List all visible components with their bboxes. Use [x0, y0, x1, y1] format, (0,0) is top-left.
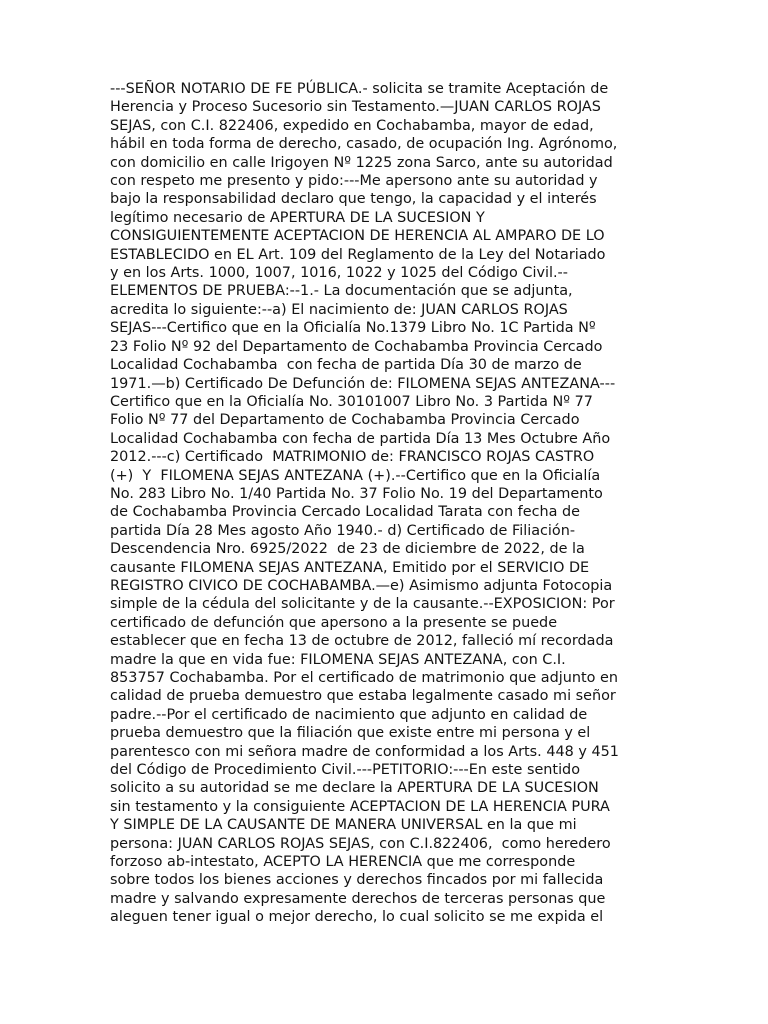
document-body-text: ---SEÑOR NOTARIO DE FE PÚBLICA.- solicita se tramite Aceptación de Herencia y Proceso Sucesorio sin Testamento.—JUAN CARLOS ROJAS SEJAS, con C.I. 822406, expedido en Cochabamba, mayor de edad, hábil en toda forma de derecho, casado, de ocupación Ing. Agrónomo, con domicilio en calle Irigoyen Nº 1225 zona Sarco, ante su autoridad con respeto me presento y pido:---Me apersono ante su autoridad y bajo la responsabilidad declaro que tengo, la capacidad y el interés legítimo necesario de APERTURA DE LA SUCESION Y CONSIGUIENTEMENTE ACEPTACION DE HERENCIA AL AMPARO DE LO ESTABLECIDO en EL Art. 109 del Reglamento de la Ley del Notariado y en los Arts. 1000, 1007, 1016, 1022 y 1025 del Código Civil.-- ELEMENTOS DE PRUEBA:--1.- La documentación que se adjunta, acredita lo siguiente:--a) El nacimiento de: JUAN CARLOS ROJAS SEJAS---Certifico que en la Oficialía No.1379 Libro No. 1C Partida Nº 23 Folio Nº 92 del Departamento de Cochabamba Provincia Cercado Localidad Cochabamba con fecha de partida Día 30 de marzo de 1971.—b) Certificado De Defunción de: FILOMENA SEJAS ANTEZANA--- Certifico que en la Oficialía No. 30101007 Libro No. 3 Partida Nº 77 Folio Nº 77 del Departamento de Cochabamba Provincia Cercado Localidad Cochabamba con fecha de partida Día 13 Mes Octubre Año 2012.---c) Certificado MATRIMONIO de: FRANCISCO ROJAS CASTRO (+) Y FILOMENA SEJAS ANTEZANA (+).--Certifico que en la Oficialía No. 283 Libro No. 1/40 Partida No. 37 Folio No. 19 del Departamento de Cochabamba Provincia Cercado Localidad Tarata con fecha de partida Día 28 Mes agosto Año 1940.- d) Certificado de Filiación- Descendencia Nro. 6925/2022 de 23 de diciembre de 2022, de la causante FILOMENA SEJAS ANTEZANA, Emitido por el SERVICIO DE REGISTRO CIVICO DE COCHABAMBA.—e) Asimismo adjunta Fotocopia simple de la cédula del solicitante y de la causante.--EXPOSICION: Por certificado de defunción que apersono a la presente se puede establecer que en fecha 13 de octubre de 2012, falleció mí recordada madre la que en vida fue: FILOMENA SEJAS ANTEZANA, con C.I. 853757 Cochabamba. Por el certificado de matrimonio que adjunto en calidad de prueba demuestro que estaba legalmente casado mi señor padre.--Por el certificado de nacimiento que adjunto en calidad de prueba demuestro que la filiación que existe entre mi persona y el parentesco con mi señora madre de conformidad a los Arts. 448 y 451 del Código de Procedimiento Civil.---PETITORIO:---En este sentido solicito a su autoridad se me declare la APERTURA DE LA SUCESION sin testamento y la consiguiente ACEPTACION DE LA HERENCIA PURA Y SIMPLE DE LA CAUSANTE DE MANERA UNIVERSAL en la que mi persona: JUAN CARLOS ROJAS SEJAS, con C.I.822406, como heredero forzoso ab-intestato, ACEPTO LA HERENCIA que me corresponde sobre todos los bienes acciones y derechos fincados por mi fallecida madre y salvando expresamente derechos de terceras personas que aleguen tener igual o mejor derecho, lo cual solicito se me expida el — [110, 81, 619, 926]
